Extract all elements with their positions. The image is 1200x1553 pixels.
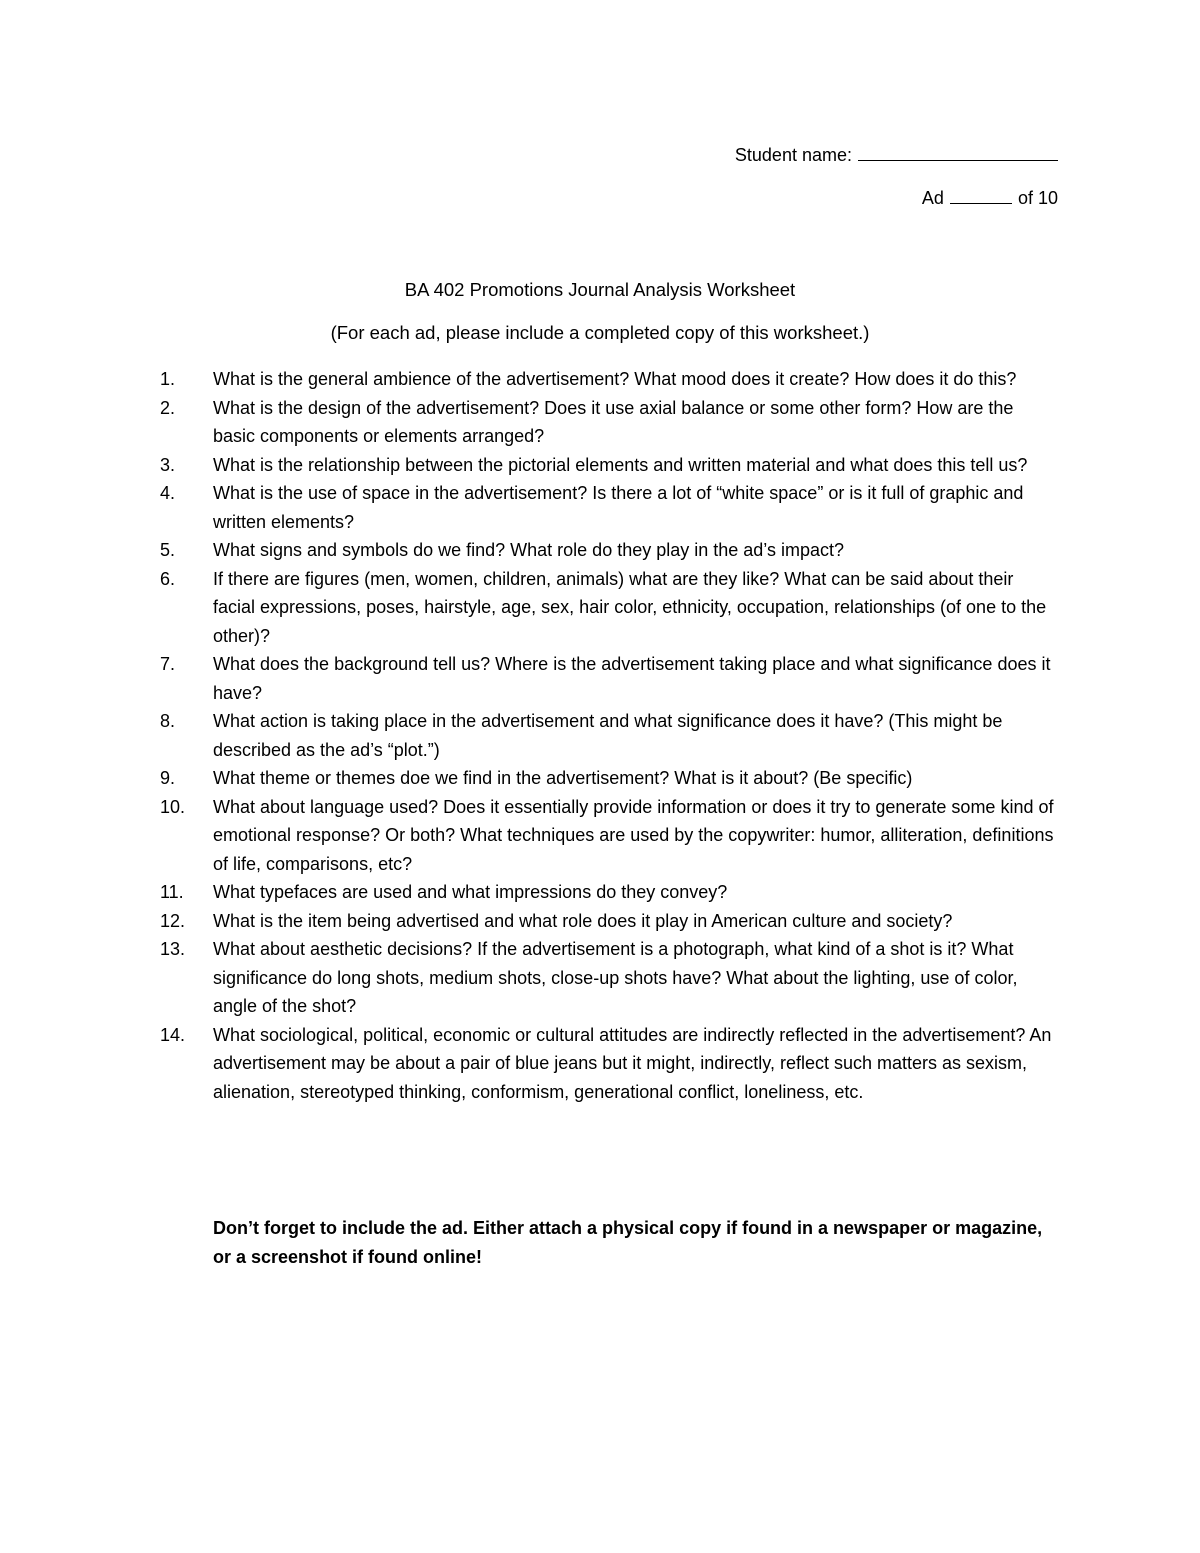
question-number: 2.	[160, 397, 176, 418]
question-item	[160, 565, 1060, 651]
question-text: What does the background tell us? Where is the advertisement taking place and what significance does it have?	[213, 654, 1051, 703]
question-item	[160, 365, 1060, 394]
question-number: 14.	[160, 1024, 186, 1045]
page-subtitle: (For each ad, please include a completed copy of this worksheet.)	[330, 322, 870, 343]
question-item	[160, 650, 1060, 707]
question-number: 12.	[160, 910, 186, 931]
question-item	[160, 793, 1060, 879]
question-text: What typefaces are used and what impressions do they convey?	[213, 882, 728, 902]
question-item	[160, 536, 1060, 565]
question-list	[160, 365, 1060, 1106]
question-item	[160, 1021, 1060, 1107]
question-item	[160, 451, 1060, 480]
ad-number-blank	[950, 189, 1012, 204]
question-number: 8.	[160, 711, 176, 731]
page-title: BA 402 Promotions Journal Analysis Worksheet	[404, 279, 796, 300]
question-text: What is the relationship between the pictorial elements and written material and what does this tell us?	[213, 454, 1028, 475]
question-item	[160, 479, 1060, 536]
ad-label: Ad	[921, 188, 944, 208]
question-text: What about aesthetic decisions? If the advertisement is a photograph, what kind of a shot is it? What significance do long shots, medium shots, close-up shots have? What about the lighting, use of color, angle of the shot?	[213, 939, 1018, 1016]
question-number: 10.	[160, 796, 186, 817]
question-number: 7.	[160, 654, 176, 674]
question-item	[160, 394, 1060, 451]
question-text: What is the item being advertised and what role does it play in American culture and society?	[213, 910, 953, 931]
student-name-blank	[858, 146, 1058, 161]
student-name-label: Student name:	[734, 145, 852, 165]
question-number: 6.	[160, 568, 176, 589]
question-number: 3.	[160, 454, 176, 475]
question-item	[160, 935, 1060, 1021]
question-text: What action is taking place in the advertisement and what significance does it have? (This might be described as the ad’s “plot.”)	[213, 711, 1003, 760]
question-text: What signs and symbols do we find? What role do they play in the ad’s impact?	[213, 540, 845, 560]
question-text: What is the use of space in the advertisement? Is there a lot of “white space” or is it full of graphic and written elements?	[213, 483, 1024, 532]
question-item	[160, 878, 1060, 907]
question-item	[160, 907, 1060, 936]
question-number: 5.	[160, 540, 176, 560]
question-number: 1.	[160, 369, 176, 389]
attach-ad-reminder: Don’t forget to include the ad. Either attach a physical copy if found in a newspaper or magazine, or a screenshot if found online!	[213, 1218, 1043, 1267]
question-item	[160, 764, 1060, 793]
question-number: 9.	[160, 768, 176, 788]
question-text: What about language used? Does it essentially provide information or does it try to generate some kind of emotional response? Or both? What techniques are used by the copywriter: humor, alliteration, definitions of life, comparisons, etc?	[213, 796, 1054, 874]
question-number: 4.	[160, 483, 176, 503]
question-text: If there are figures (men, women, children, animals) what are they like? What can be said about their facial expressions, poses, hairstyle, age, sex, hair color, ethnicity, occupation, relationships (of one to the other)?	[213, 568, 1047, 646]
student-name-line	[735, 145, 1058, 166]
question-item	[160, 707, 1060, 764]
ad-of-label: of 10	[1017, 188, 1058, 208]
question-number: 13.	[160, 939, 186, 959]
question-text: What sociological, political, economic or cultural attitudes are indirectly reflected in the advertisement? An advertisement may be about a pair of blue jeans but it might, indirectly, reflect such matters as sexism, alienation, stereotyped thinking, conformism, generational conflict, loneliness, etc.	[213, 1024, 1052, 1102]
ad-number-line	[922, 188, 1058, 209]
question-text: What is the general ambience of the advertisement? What mood does it create? How does it do this?	[213, 369, 1017, 389]
question-number: 11.	[160, 882, 184, 902]
question-text: What theme or themes doe we find in the advertisement? What is it about? (Be specific)	[213, 768, 913, 788]
question-text: What is the design of the advertisement? Does it use axial balance or some other form? How are the basic components or elements arranged?	[213, 397, 1014, 446]
